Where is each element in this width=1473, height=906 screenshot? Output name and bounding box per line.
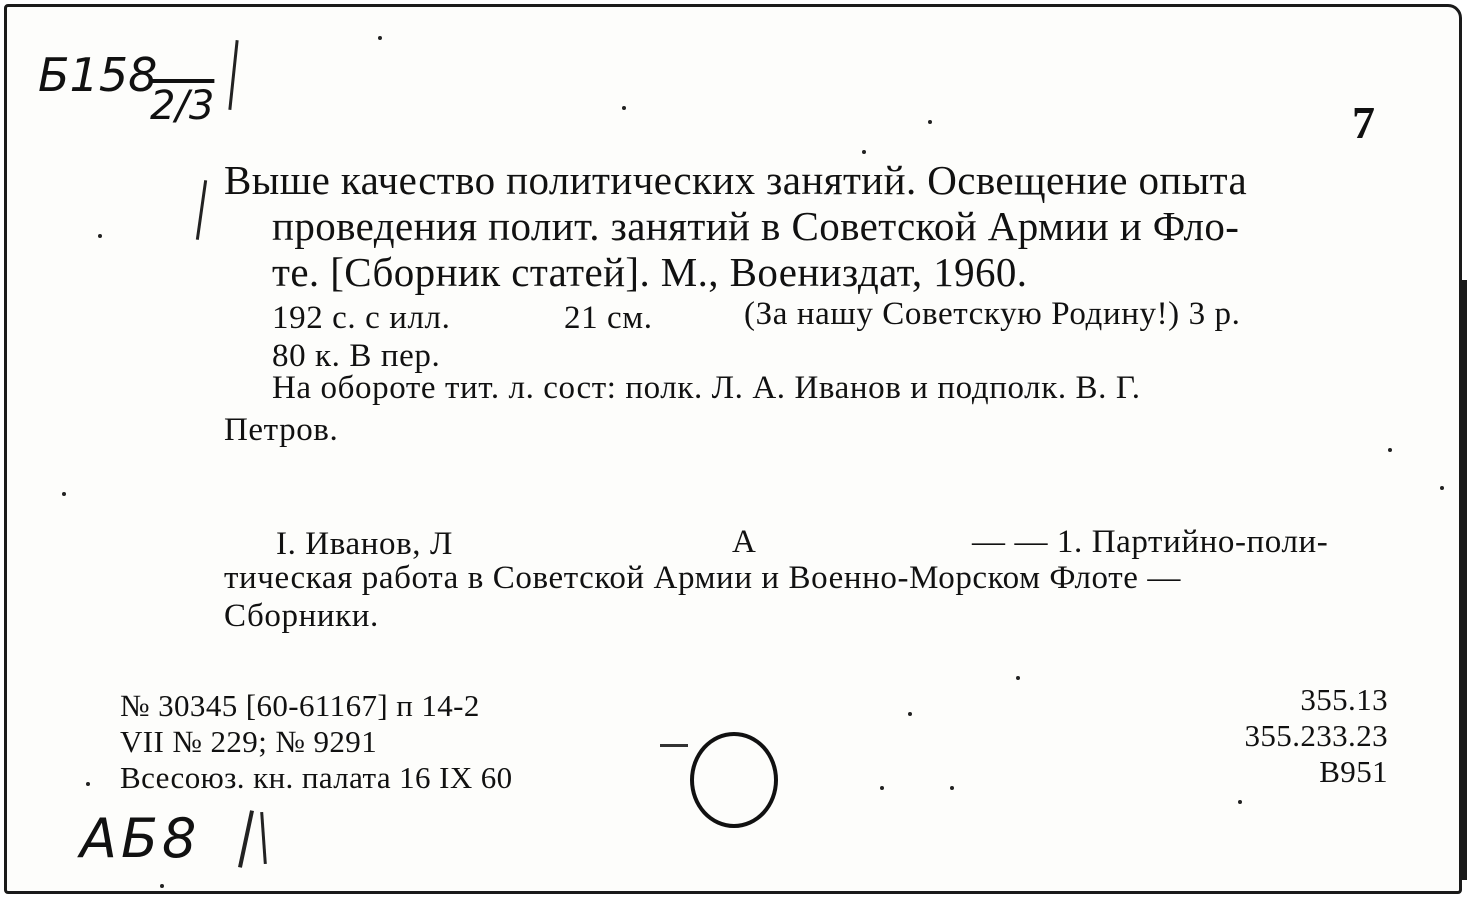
tracing-subject-end: Сборники. xyxy=(224,598,379,634)
handwritten-shelf-mark: Б158 xyxy=(38,48,158,102)
imprint-line-1: № 30345 [60-61167] п 14-2 xyxy=(120,688,480,723)
dust-speck xyxy=(160,884,164,888)
dust-speck xyxy=(1388,448,1392,452)
tracing-initial: А xyxy=(732,524,757,560)
card-edge-shadow xyxy=(1462,280,1467,880)
dust-speck xyxy=(62,492,66,496)
udc-code-1: 355.13 xyxy=(1300,682,1388,717)
dust-speck xyxy=(908,712,912,716)
author-mark: В951 xyxy=(1319,754,1388,789)
dust-speck xyxy=(1238,800,1242,804)
dust-speck xyxy=(86,782,90,786)
compilers-note: На обороте тит. л. сост: полк. Л. А. Иванов и подполк. В. Г. xyxy=(272,370,1141,406)
title-line-3: те. [Сборник статей]. М., Воениздат, 1960. xyxy=(272,249,1028,295)
imprint-line-3: Всесоюз. кн. палата 16 IX 60 xyxy=(120,760,513,795)
dust-speck xyxy=(98,234,102,238)
compilers-note-end: Петров. xyxy=(224,412,339,448)
price-continued: 80 к. В пер. xyxy=(272,338,441,374)
card-number: 7 xyxy=(1352,97,1375,148)
tracing-author: I. Иванов, Л xyxy=(276,526,453,562)
udc-code-2: 355.233.23 xyxy=(1244,718,1388,753)
title-line-2: проведения полит. занятий в Советской Армии и Фло- xyxy=(272,203,1240,249)
series-and-price: (За нашу Советскую Родину!) 3 р. xyxy=(744,296,1241,332)
dust-speck xyxy=(1016,676,1020,680)
collation: 192 с. с илл. xyxy=(272,300,451,336)
dust-speck xyxy=(928,120,932,124)
dust-speck xyxy=(1440,486,1444,490)
dust-speck xyxy=(862,150,866,154)
dust-speck xyxy=(622,106,626,110)
card-punch-hole xyxy=(690,732,778,828)
handwritten-call-mark: АБ8 xyxy=(80,807,201,870)
tracing-subject-continued: тическая работа в Советской Армии и Военно-Морском Флоте — xyxy=(224,560,1181,596)
dust-speck xyxy=(880,786,884,790)
hole-dash xyxy=(660,744,688,747)
size: 21 см. xyxy=(564,300,653,336)
imprint-line-2: VII № 229; № 9291 xyxy=(120,724,378,759)
handwritten-fraction: 2/3 xyxy=(150,83,215,129)
title-line-1: Выше качество политических занятий. Освещение опыта xyxy=(224,157,1248,203)
tracing-subject: — — 1. Партийно-поли- xyxy=(972,524,1329,560)
dust-speck xyxy=(378,36,382,40)
dust-speck xyxy=(950,786,954,790)
